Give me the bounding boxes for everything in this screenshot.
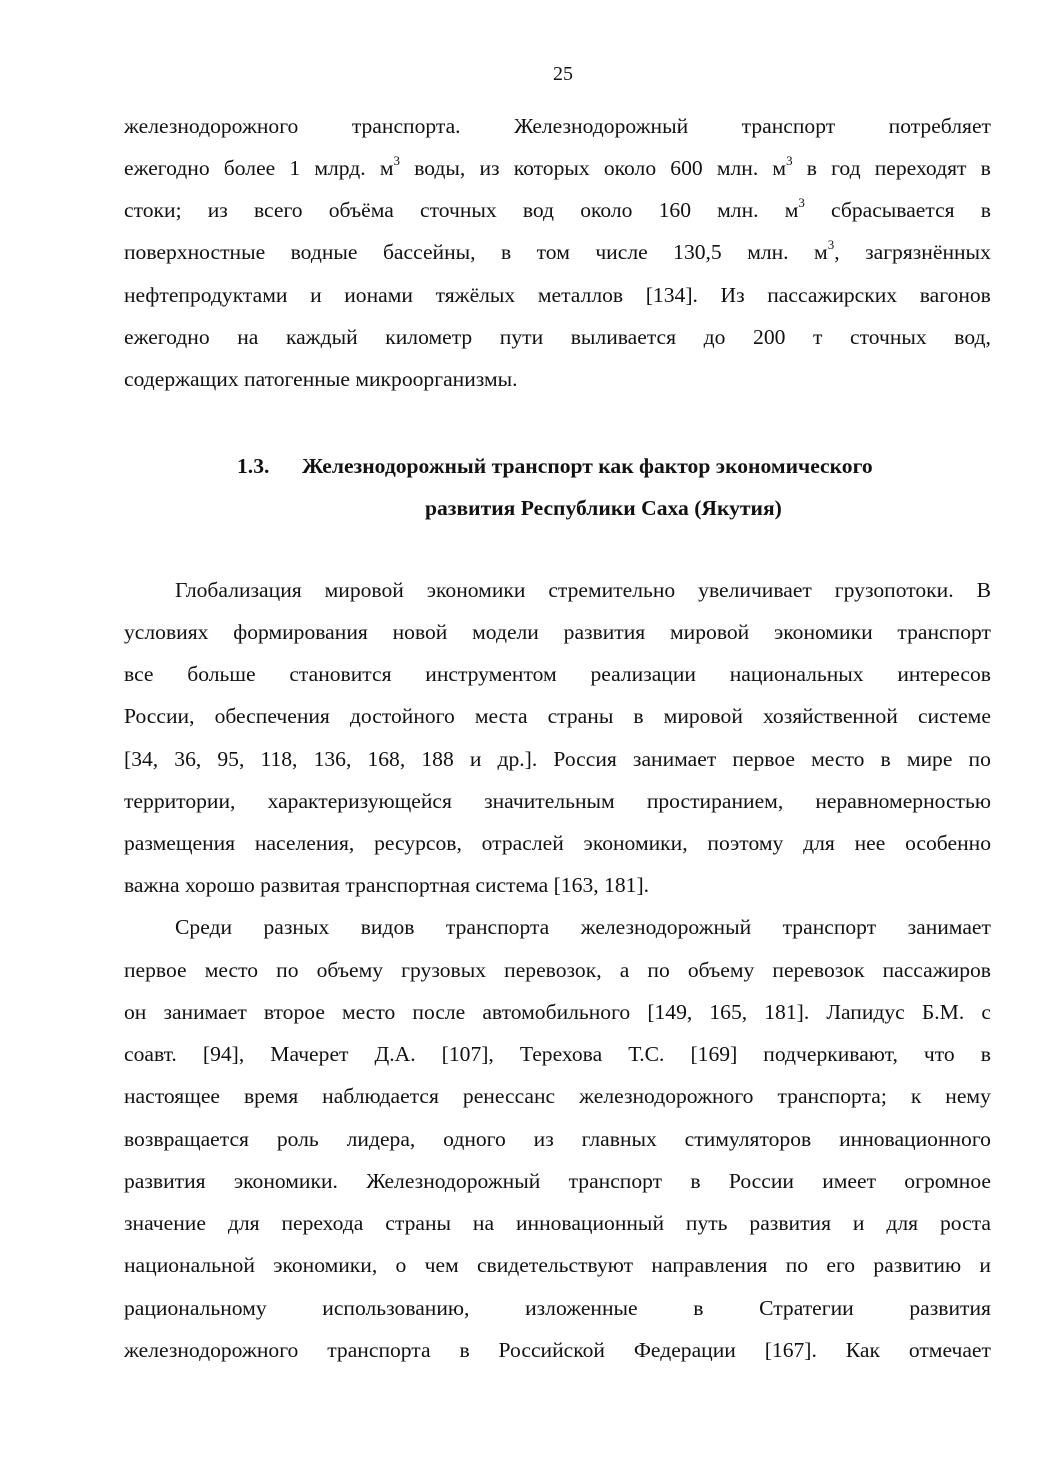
text-line (124, 617, 991, 647)
text-line (124, 1335, 991, 1365)
text-line (124, 280, 991, 310)
word: около (580, 198, 633, 222)
word: [107], (441, 1042, 494, 1066)
word: в (980, 1042, 991, 1066)
word: к (910, 1084, 922, 1108)
word: содержащих (124, 367, 239, 391)
word: России, (124, 704, 195, 728)
word: млн. (716, 156, 759, 180)
text-line (175, 912, 991, 942)
word: стремительно (548, 578, 676, 602)
word: неравномерностью (815, 789, 991, 813)
word: каждый (285, 325, 358, 349)
word: Мачерет (270, 1042, 349, 1066)
word: ресурсов, (374, 831, 462, 855)
word: 200 (753, 325, 786, 349)
word: он (124, 1000, 147, 1024)
word: страны (547, 704, 614, 728)
word: воды, (414, 156, 466, 180)
word: 165, (709, 1000, 748, 1024)
section-title-line-1: Железнодорожный транспорт как фактор экономического (302, 454, 873, 478)
word: 181]. (764, 1000, 810, 1024)
word: ренессанс (462, 1084, 556, 1108)
word: 130,5 (673, 240, 722, 264)
word: развитая (260, 873, 341, 897)
word: микроорганизмы. (355, 367, 518, 391)
word: переходят (874, 156, 967, 180)
word: в (806, 156, 817, 180)
word: развития (124, 1169, 206, 1193)
word: в (980, 156, 991, 180)
text-line (124, 828, 991, 858)
word: нефтепродуктами (124, 283, 288, 307)
word: экономики (773, 620, 873, 644)
word: Т.С. (628, 1042, 665, 1066)
word: мировой (670, 620, 750, 644)
word: транспорта; (777, 1084, 887, 1108)
word: мире (906, 747, 953, 771)
word: роста (939, 1211, 991, 1235)
word: железнодорожного (579, 1084, 754, 1108)
word: инструментом (425, 662, 557, 686)
word: Глобализация (175, 578, 302, 602)
word: первое (124, 958, 187, 982)
word: с (981, 1000, 991, 1024)
word: водные (290, 240, 358, 264)
word: Федерации (633, 1338, 736, 1362)
word: млрд. (314, 156, 366, 180)
word: рациональному (124, 1296, 267, 1320)
word: для (886, 1211, 919, 1235)
word: видов (360, 915, 415, 939)
word: достойного (349, 704, 455, 728)
word: и (852, 1211, 865, 1235)
word: транспорт (568, 1169, 663, 1193)
word: занимает (163, 1000, 247, 1024)
superscript: 3 (798, 194, 805, 210)
word: Россия (553, 747, 617, 771)
word: второе (263, 1000, 325, 1024)
word: для (227, 1211, 260, 1235)
word: Как (845, 1338, 880, 1362)
word: железнодорожный (580, 915, 752, 939)
word: отраслей (481, 831, 564, 855)
word: огромное (904, 1169, 991, 1193)
word: на (472, 1211, 495, 1235)
superscript: 3 (393, 152, 401, 168)
word: путь (685, 1211, 728, 1235)
word: которых (513, 156, 590, 180)
section-title-line-2: развития Республики Саха (Якутия) (425, 496, 782, 520)
word: после (412, 1000, 466, 1024)
word: выливается (570, 325, 677, 349)
word: объему (687, 958, 755, 982)
word: по (647, 958, 670, 982)
text-line (124, 997, 991, 1027)
word: ежегодно (124, 325, 210, 349)
word: ионами (344, 283, 413, 307)
word: и (469, 747, 482, 771)
word: характеризующейся (267, 789, 452, 813)
word: национальных (729, 662, 864, 686)
word: особенно (905, 831, 991, 855)
word: условиях (124, 620, 209, 644)
page-number: 25 (553, 63, 573, 85)
word: в (693, 1296, 704, 1320)
word: пассажиров (882, 958, 991, 982)
word: направления (651, 1253, 768, 1277)
word: роль (276, 1127, 319, 1151)
word: $м^3$ (379, 152, 401, 180)
word: в (459, 1338, 470, 1362)
word: изложенные (525, 1296, 638, 1320)
word: для (803, 831, 835, 855)
text-line (124, 1081, 991, 1111)
word: всего (253, 198, 303, 222)
word: транспорт (782, 915, 877, 939)
word: мировой (324, 578, 404, 602)
word: пассажирских (767, 283, 898, 307)
section-number: 1.3. (237, 454, 270, 478)
word: формирования (233, 620, 368, 644)
word: использованию, (322, 1296, 470, 1320)
word: все (124, 662, 154, 686)
word: 118, (260, 747, 298, 771)
word: развития (909, 1296, 991, 1320)
word: экономики, (273, 1253, 378, 1277)
word: перевозок (772, 958, 865, 982)
word: место (811, 747, 865, 771)
word: в (980, 198, 991, 222)
word: транспортная (345, 873, 471, 897)
word: в (880, 747, 891, 771)
word: России (728, 1169, 794, 1193)
word: год (831, 156, 861, 180)
word: транспорт (741, 114, 836, 138)
word: стимуляторов (684, 1127, 812, 1151)
word: место (204, 958, 259, 982)
word: мировой (663, 704, 743, 728)
word: реализации (590, 662, 696, 686)
word: $м^3$ (772, 152, 793, 180)
word: настоящее (124, 1084, 220, 1108)
word: соавт. (124, 1042, 177, 1066)
word: имеет (822, 1169, 877, 1193)
word: железнодорожного (124, 1338, 299, 1362)
word: что (923, 1042, 955, 1066)
text-line (124, 1250, 991, 1280)
word: $м^3$, (814, 236, 840, 264)
word: система (475, 873, 549, 897)
word: развития (563, 620, 646, 644)
text-line (124, 955, 991, 985)
text-line (124, 1208, 991, 1238)
word: населения, (254, 831, 355, 855)
word: по (968, 747, 991, 771)
word: сточных (850, 325, 927, 349)
word: по (785, 1253, 809, 1277)
word: поверхностные (124, 240, 266, 264)
word: перехода (281, 1211, 364, 1235)
word: из (479, 156, 500, 180)
word: около (603, 156, 657, 180)
word: грузовых (401, 958, 487, 982)
text-line (175, 575, 991, 605)
word: сбрасывается (831, 198, 955, 222)
word: обеспечения (214, 704, 330, 728)
word: на (237, 325, 259, 349)
text-line (124, 322, 991, 352)
word: транспорта (445, 915, 550, 939)
text-line (124, 1293, 991, 1323)
word: 36, (174, 747, 202, 771)
word: 160 (658, 198, 691, 222)
word: сточных (419, 198, 497, 222)
word: территории, (124, 789, 236, 813)
word: $м^3$ (784, 194, 805, 222)
word: Терехова (519, 1042, 603, 1066)
word: [94], (202, 1042, 245, 1066)
word: объему (316, 958, 384, 982)
word: а (619, 958, 630, 982)
word: 1 (289, 156, 301, 180)
word: занимает (632, 747, 717, 771)
word: 95, (217, 747, 245, 771)
word: и (310, 283, 322, 307)
word: по (276, 958, 299, 982)
word: ежегодно (124, 156, 210, 180)
word: главных (581, 1127, 657, 1151)
superscript: 3 (786, 152, 793, 168)
word: поэтому (707, 831, 784, 855)
word: 136, (313, 747, 352, 771)
word: системе (917, 704, 991, 728)
superscript: 3 (827, 236, 835, 252)
word: модели (472, 620, 539, 644)
word: до (703, 325, 726, 349)
word: Б.М. (921, 1000, 965, 1024)
word: инновационного (839, 1127, 991, 1151)
word: грузопотоки. (834, 578, 954, 602)
word: место (342, 1000, 396, 1024)
word: его (826, 1253, 856, 1277)
word: места (474, 704, 528, 728)
word: и (979, 1253, 991, 1277)
word: загрязнённых (865, 240, 991, 264)
word: перевозок, (504, 958, 602, 982)
word: значение (124, 1211, 206, 1235)
text-line (124, 701, 991, 731)
word: 188 (421, 747, 454, 771)
word: экономики, (583, 831, 688, 855)
word: пути (499, 325, 544, 349)
word: больше (187, 662, 256, 686)
word: Железнодорожный (514, 114, 689, 138)
text-line (124, 153, 991, 183)
word: занимает (907, 915, 991, 939)
word: металлов (537, 283, 624, 307)
text-line (124, 659, 991, 689)
word: патогенные (244, 367, 350, 391)
word: стоки; (124, 198, 182, 222)
word: транспорта. (351, 114, 461, 138)
word: хозяйственной (762, 704, 898, 728)
word: т (813, 325, 823, 349)
word: размещения (124, 831, 236, 855)
word: [163, (553, 873, 599, 897)
word: том (536, 240, 570, 264)
word: становится (289, 662, 392, 686)
word: развитию (873, 1253, 962, 1277)
word: лидера, (346, 1127, 416, 1151)
text-line (124, 1124, 991, 1154)
word: транспорт (897, 620, 991, 644)
word: вагонов (919, 283, 991, 307)
word: в (501, 240, 512, 264)
word: др.]. (497, 747, 538, 771)
word: транспорта (327, 1338, 431, 1362)
word: 181]. (604, 873, 650, 897)
word: время (243, 1084, 299, 1108)
text-line (124, 744, 991, 774)
word: объёма (328, 198, 394, 222)
word: Железнодорожный (366, 1169, 541, 1193)
text-line (124, 1039, 991, 1069)
word: [167]. (764, 1338, 817, 1362)
text-line (124, 195, 991, 225)
word: Российской (498, 1338, 605, 1362)
word: [169] (690, 1042, 738, 1066)
word: национальной (124, 1253, 255, 1277)
word: возвращается (124, 1127, 249, 1151)
word: автомобильного (482, 1000, 631, 1024)
word: [34, (124, 747, 159, 771)
word: страны (385, 1211, 452, 1235)
text-line (124, 237, 991, 267)
text-line (124, 364, 991, 394)
word: одного (443, 1127, 506, 1151)
word: инновационный (515, 1211, 664, 1235)
word: в (690, 1169, 701, 1193)
word: Среди (175, 915, 233, 939)
word: увеличивает (698, 578, 812, 602)
word: простиранием, (646, 789, 784, 813)
word: 168, (367, 747, 406, 771)
word: железнодорожного (124, 114, 299, 138)
word: Лапидус (826, 1000, 905, 1024)
word: тяжёлых (435, 283, 516, 307)
text-line (124, 870, 991, 900)
word: из (207, 198, 228, 222)
word: разных (263, 915, 330, 939)
text-line (124, 786, 991, 816)
word: важна (124, 873, 180, 897)
word: [149, (647, 1000, 693, 1024)
word: вод (522, 198, 555, 222)
word: Стратегии (759, 1296, 854, 1320)
word: В (976, 578, 991, 602)
word: Д.А. (374, 1042, 416, 1066)
word: километр (385, 325, 473, 349)
word: хорошо (184, 873, 255, 897)
word: млн. (747, 240, 789, 264)
word: 600 (670, 156, 703, 180)
word: свидетельствуют (476, 1253, 634, 1277)
word: в (633, 704, 644, 728)
word: числе (595, 240, 648, 264)
word: первое (732, 747, 796, 771)
word: новой (392, 620, 448, 644)
word: о (395, 1253, 407, 1277)
word: интересов (897, 662, 991, 686)
word: экономики. (233, 1169, 338, 1193)
word: подчеркивают, (763, 1042, 898, 1066)
word: потребляет (888, 114, 991, 138)
word: млн. (717, 198, 759, 222)
word: развития (749, 1211, 832, 1235)
word: чем (424, 1253, 459, 1277)
word: экономики (426, 578, 526, 602)
word: наблюдается (322, 1084, 439, 1108)
word: значительным (484, 789, 615, 813)
text-line (124, 111, 991, 141)
word: вод, (954, 325, 991, 349)
word: отмечает (908, 1338, 991, 1362)
word: [134]. (645, 283, 698, 307)
word: бассейны, (382, 240, 476, 264)
word: Из (720, 283, 745, 307)
text-line (124, 1166, 991, 1196)
word: из (533, 1127, 554, 1151)
word: нее (854, 831, 886, 855)
word: более (223, 156, 276, 180)
word: нему (945, 1084, 991, 1108)
